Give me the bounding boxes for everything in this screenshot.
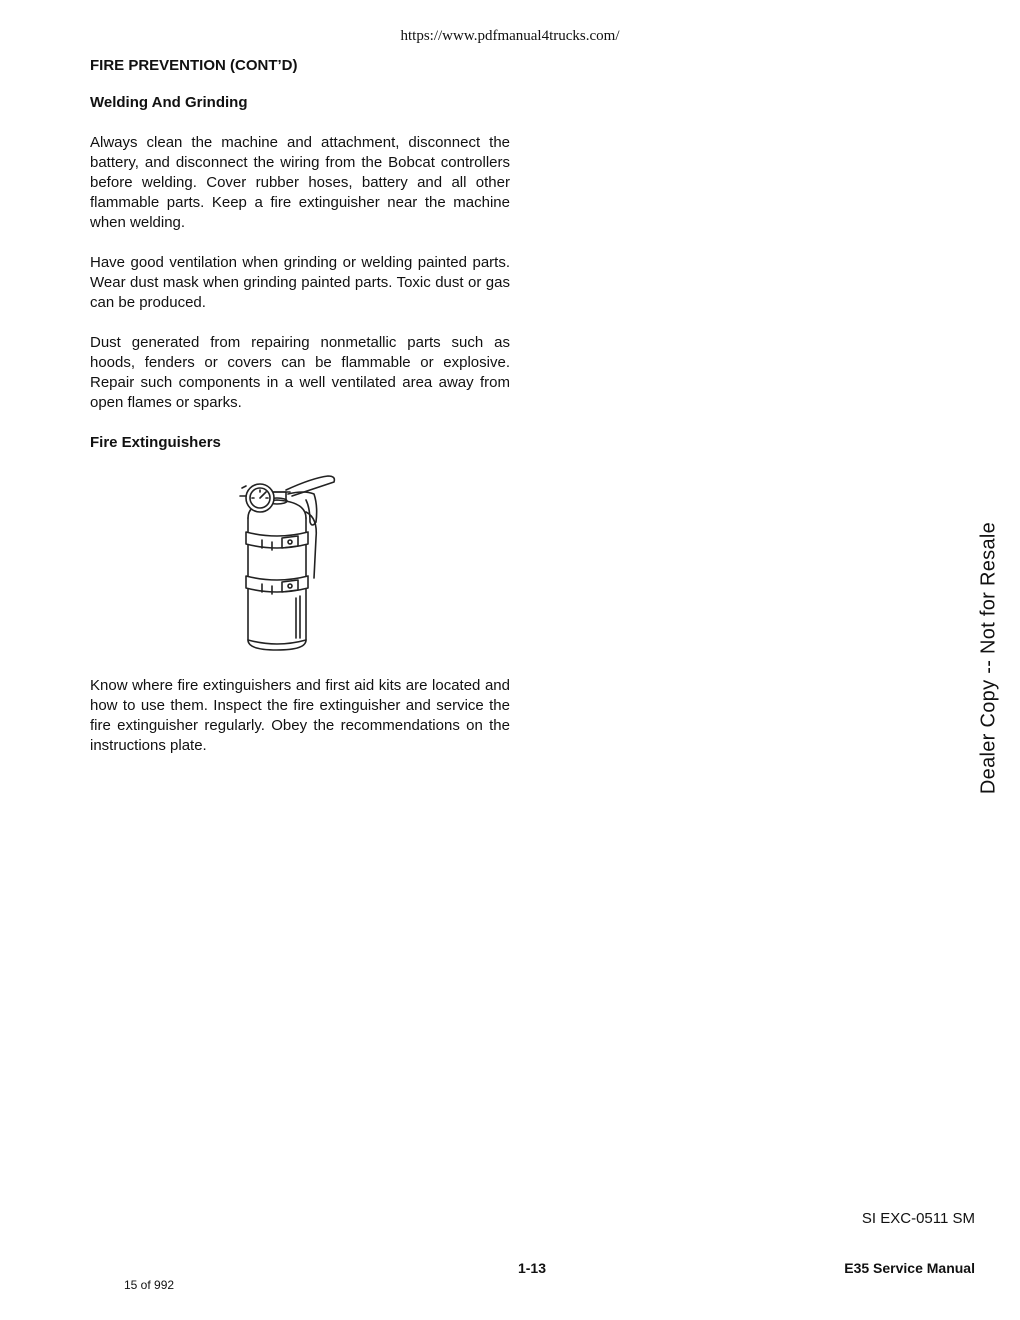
document-code: SI EXC-0511 SM — [861, 1210, 975, 1227]
extinguishers-paragraph: Know where fire extinguishers and first aid kits are located and how to use them. Inspect the fire extinguisher and service the fire extinguisher regularly. Obey the recommendations on the instructions plate. — [90, 677, 510, 754]
welding-paragraph-1: Always clean the machine and attachment, disconnect the battery, and disconnect the wiring from the Bobcat controllers before welding. Cover rubber hoses, battery and all other flammable parts. Keep a fire extinguisher near the machine when welding. — [90, 134, 510, 231]
welding-paragraph-3: Dust generated from repairing nonmetallic parts such as hoods, fenders or covers can be flammable or explosive. Repair such components in a well ventilated area away from open flames or sparks. — [90, 334, 510, 411]
page-number: 1-13 — [517, 1260, 547, 1276]
source-url[interactable]: https://www.pdfmanual4trucks.com/ — [400, 28, 620, 44]
page-count: 15 of 992 — [124, 1278, 175, 1292]
section-title: FIRE PREVENTION (CONT’D) — [90, 57, 298, 74]
fire-extinguisher-icon — [232, 468, 352, 658]
extinguishers-heading: Fire Extinguishers — [90, 434, 221, 451]
welding-heading: Welding And Grinding — [90, 94, 248, 111]
manual-title: E35 Service Manual — [844, 1260, 975, 1276]
welding-paragraph-2: Have good ventilation when grinding or welding painted parts. Wear dust mask when grinding painted parts. Toxic dust or gas can be produced. — [90, 254, 510, 311]
watermark: Dealer Copy -- Not for Resale — [977, 521, 1000, 795]
